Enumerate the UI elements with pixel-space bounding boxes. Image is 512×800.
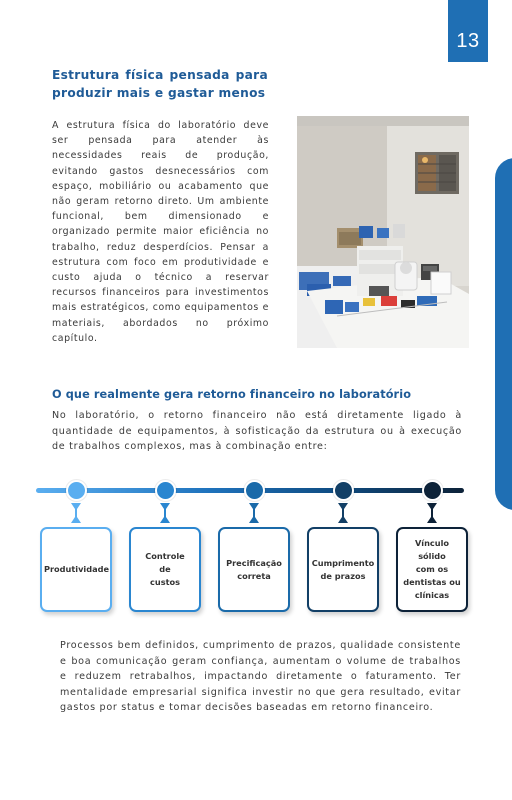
success-factors-timeline: [0, 475, 512, 625]
timeline-card-label: [309, 557, 377, 583]
timeline-connector-3: [249, 503, 259, 523]
timeline-card-line: de prazos: [320, 570, 366, 581]
section-body-financial-return: No laboratório, o retorno financeiro não está diretamente ligado à quantidade de equipamentos, à sofisticação da estrutura ou à execução de trabalhos complexos, mas à combinação entre:: [52, 410, 462, 452]
page-number: 13: [456, 29, 480, 52]
page-number-badge: [448, 0, 488, 62]
timeline-card-label: [220, 557, 288, 583]
timeline-card-1: [40, 527, 112, 612]
timeline-connector-4: [338, 503, 348, 523]
timeline-connector-2: [160, 503, 170, 523]
timeline-connector-1: [71, 503, 81, 523]
timeline-card-label: [42, 563, 110, 576]
timeline-card-label: [131, 550, 199, 589]
section-title-structure: Estrutura física pensada para produzir mais e gastar menos: [52, 68, 268, 100]
timeline-dot-4: [333, 480, 354, 501]
timeline-card-line: correta: [237, 570, 271, 581]
side-tab-decoration: [495, 158, 512, 510]
timeline-card-4: [307, 527, 379, 612]
laboratory-photo: [297, 116, 469, 348]
timeline-connector-5: [427, 503, 437, 523]
timeline-dot-5: [422, 480, 443, 501]
timeline-card-3: [218, 527, 290, 612]
timeline-card-2: [129, 527, 201, 612]
timeline-dot-3: [244, 480, 265, 501]
timeline-card-line: Cumprimento: [311, 557, 375, 568]
timeline-card-line: dentistas ou: [403, 577, 461, 587]
timeline-dot-1: [66, 480, 87, 501]
section-body-structure: A estrutura física do laboratório deve ser pensada para atender às necessidades reais de produção, evitando gastos desnecessários com espaço, mobiliário ou acabamento que não geram retorno direto. Um ambiente funcional, bem dimensionado e organizado permite maior eficiência no trabalho, reduz desperdícios. Pensar a estrutura com foco em produtividade e custo ajuda o técnico a reservar recursos financeiros para investimentos mais estratégicos, como equipamentos e materiais, abordados no próximo capítulo.: [52, 120, 269, 344]
timeline-card-line: com os: [415, 564, 449, 574]
timeline-card-line: Precificação: [226, 557, 282, 568]
timeline-card-label: [398, 537, 466, 602]
section-title-financial-return: O que realmente gera retorno financeiro no laboratório: [52, 388, 412, 401]
timeline-dot-2: [155, 480, 176, 501]
timeline-card-line: Controle: [145, 551, 185, 561]
timeline-card-line: de: [159, 564, 171, 574]
timeline-card-line: Produtividade: [44, 564, 110, 574]
timeline-card-line: Vínculo sólido: [414, 538, 450, 561]
closing-paragraph: Processos bem definidos, cumprimento de prazos, qualidade consistente e boa comunicação geram confiança, aumentam o volume de trabalhos e reduzem retrabalhos, impactando diretamente o faturamento. Ter mentalidade empresarial significa investir no que gera resultado, evitar gastos por status e tomar decisões baseadas em retorno financeiro.: [60, 640, 461, 714]
laboratory-photo-illustration: [297, 116, 469, 348]
timeline-card-line: clínicas: [414, 590, 450, 600]
timeline-card-5: [396, 527, 468, 612]
timeline-card-line: custos: [150, 577, 180, 587]
